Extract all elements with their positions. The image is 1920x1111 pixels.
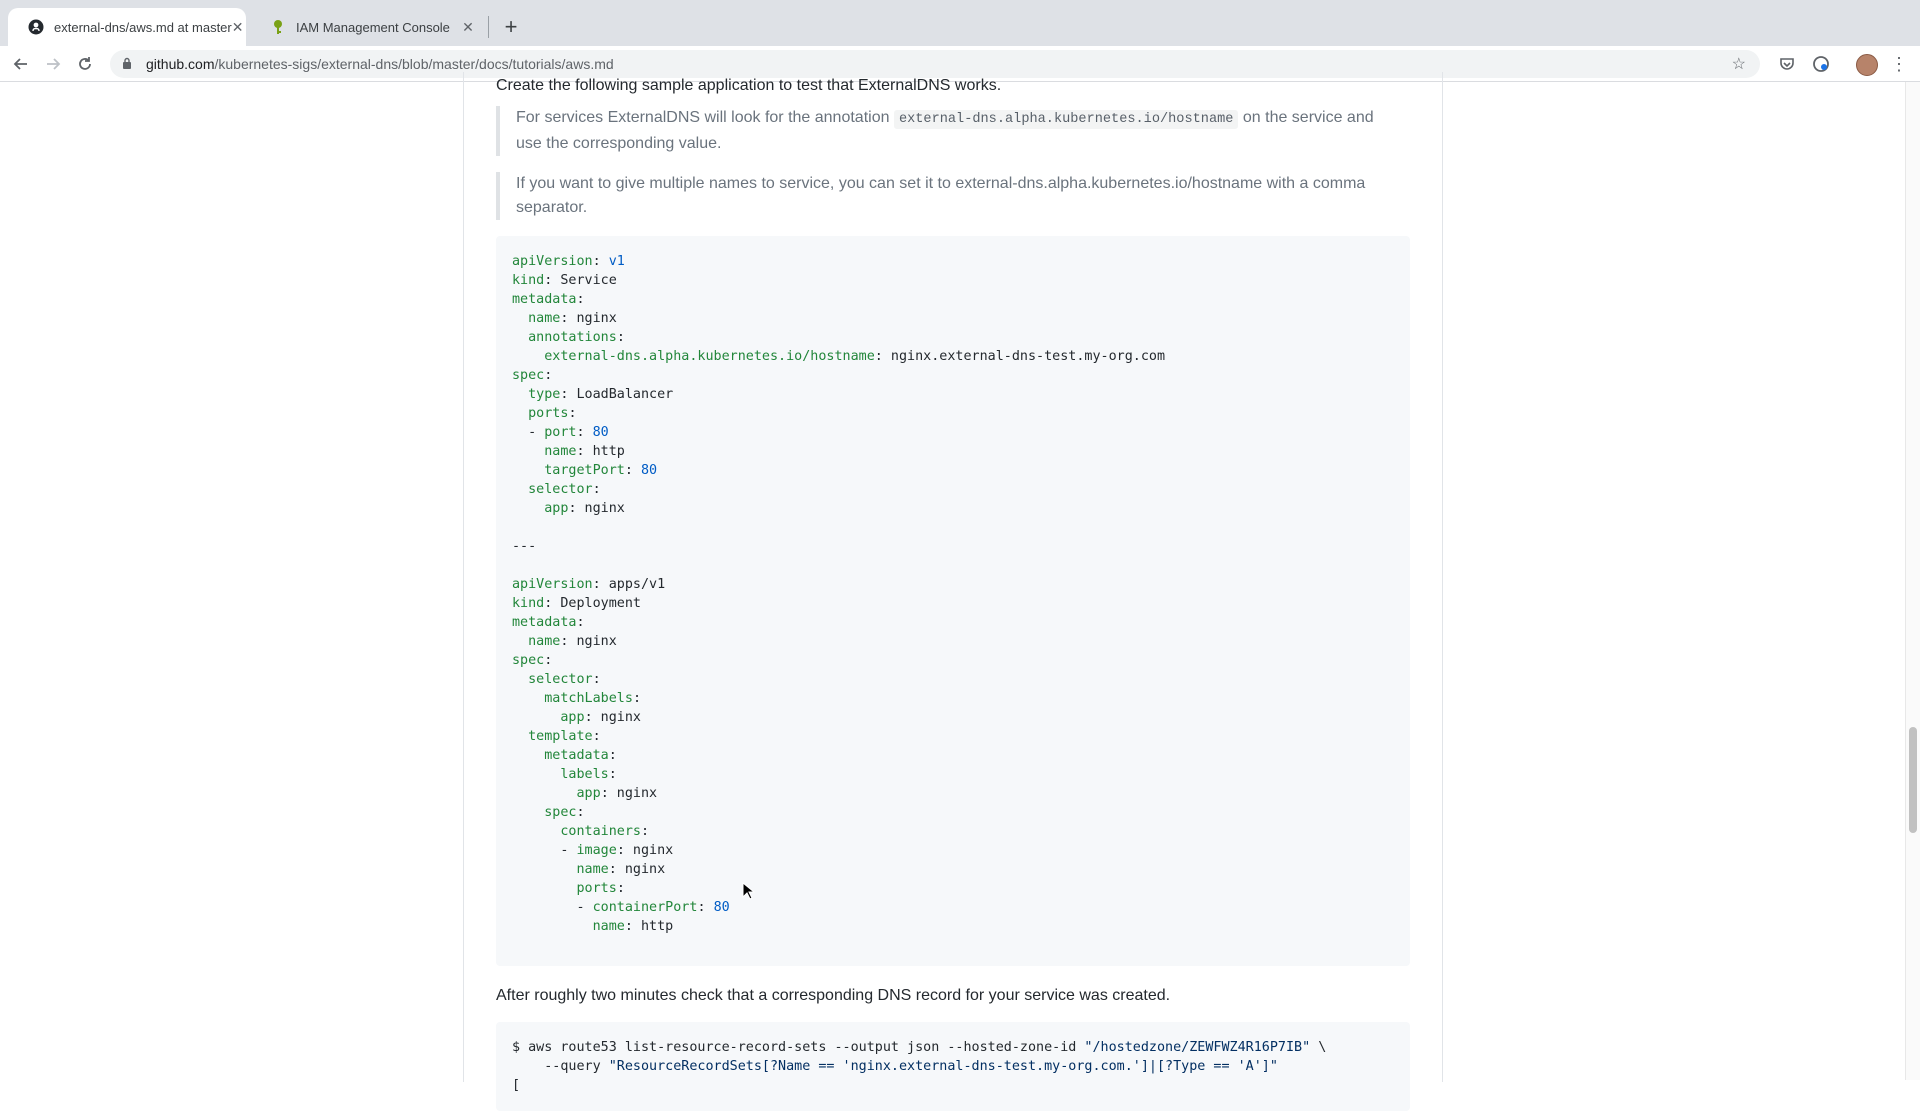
code-line: ports: [576, 881, 625, 896]
page-viewport [0, 77, 1906, 1093]
reload-icon[interactable] [72, 51, 98, 77]
tab-iam-console[interactable] [250, 8, 488, 46]
intro-text: Create the following sample application to test that ExternalDNS works. [496, 77, 1002, 94]
code-line: type: LoadBalancer [528, 387, 674, 402]
code-line: external-dns.alpha.kubernetes.io/hostname: nginx.external-dns-test.my-org.com [544, 349, 1166, 364]
code-line: - containerPort: 80 [512, 900, 730, 915]
back-arrow-icon[interactable] [8, 51, 34, 77]
lock-icon [122, 57, 136, 72]
code-line: spec: [512, 368, 553, 383]
menu-kebab-icon[interactable]: ⋮ [1890, 53, 1908, 74]
code-line: apiVersion: v1 [512, 254, 625, 269]
code-line: name: nginx [528, 311, 617, 326]
code-line: name: http [544, 444, 625, 459]
code-line: name: nginx [528, 634, 617, 649]
code-line: ports: [528, 406, 577, 421]
blockquote-annotation [496, 106, 1410, 156]
yaml-code-block [496, 236, 1410, 966]
tab-strip [0, 0, 1920, 46]
code-line: --query "ResourceRecordSets[?Name == 'nginx.external-dns-test.my-org.com.']|[?Type == 'A']" [512, 1059, 1278, 1074]
extension-icon[interactable] [1808, 51, 1834, 77]
code-line: $ aws route53 list-resource-record-sets --output json --hosted-zone-id "/hostedzone/ZEWFWZ4R16P7IB" \ [512, 1040, 1327, 1055]
code-line: spec: [544, 805, 585, 820]
note-text: on the service and use the corresponding value. [516, 109, 1374, 152]
code-line: spec: [512, 653, 553, 668]
code-line: app: nginx [544, 501, 625, 516]
pocket-icon[interactable] [1774, 51, 1800, 77]
bookmark-star-icon[interactable]: ☆ [1731, 56, 1746, 73]
tab-divider [488, 16, 489, 38]
profile-avatar[interactable] [1856, 54, 1878, 76]
code-line: kind: Deployment [512, 596, 641, 611]
code-line: metadata: [512, 292, 585, 307]
code-line: labels: [560, 767, 617, 782]
code-line: metadata: [512, 615, 585, 630]
page-scrollbar[interactable] [1905, 82, 1920, 1080]
url-path: /kubernetes-sigs/external-dns/blob/master/docs/tutorials/aws.md [214, 56, 614, 72]
inline-code-annotation: external-dns.alpha.kubernetes.io/hostname [894, 110, 1238, 129]
tab-title: external-dns/aws.md at master [54, 19, 232, 35]
code-line [512, 556, 1394, 575]
code-line: app: nginx [560, 710, 641, 725]
code-line: selector: [528, 672, 601, 687]
new-tab-icon[interactable]: + [504, 14, 518, 39]
mouse-cursor-icon [742, 882, 754, 900]
blockquote-multiple-names [496, 172, 1410, 220]
forward-arrow-icon[interactable] [40, 51, 66, 77]
github-icon [28, 19, 44, 35]
url-host: github.com [146, 56, 215, 72]
aws-key-icon [270, 19, 286, 35]
tab-title: IAM Management Console [296, 19, 450, 35]
code-line: targetPort: 80 [544, 463, 658, 478]
code-line: - image: nginx [512, 843, 674, 858]
markdown-article [463, 72, 1443, 1093]
code-line: template: [528, 729, 601, 744]
code-line: selector: [528, 482, 601, 497]
code-line: name: nginx [576, 862, 666, 877]
cli-code-block [496, 1022, 1410, 1111]
code-line: annotations: [528, 330, 625, 345]
code-line: - port: 80 [512, 425, 609, 440]
after-text: After roughly two minutes check that a corresponding DNS record for your service was created. [496, 987, 1171, 1004]
tab-github[interactable] [8, 8, 246, 46]
code-line: kind: Service [512, 273, 617, 288]
scrollbar-thumb[interactable] [1909, 727, 1917, 833]
code-line: name: http [592, 919, 674, 934]
code-line: matchLabels: [544, 691, 641, 706]
close-tab-icon[interactable]: ✕ [231, 18, 244, 35]
close-tab-icon[interactable]: ✕ [462, 18, 474, 35]
code-line: --- [512, 539, 537, 554]
code-line: apiVersion: apps/v1 [512, 577, 666, 592]
note-text: For services ExternalDNS will look for the annotation [516, 109, 890, 126]
code-line [512, 518, 1394, 537]
code-line: metadata: [544, 748, 617, 763]
code-line: app: nginx [576, 786, 658, 801]
code-line: containers: [560, 824, 650, 839]
code-line: [ [512, 1078, 521, 1093]
note-text: If you want to give multiple names to service, you can set it to external-dns.alpha.kubernetes.io/hostname with a comma separator. [516, 175, 1366, 216]
